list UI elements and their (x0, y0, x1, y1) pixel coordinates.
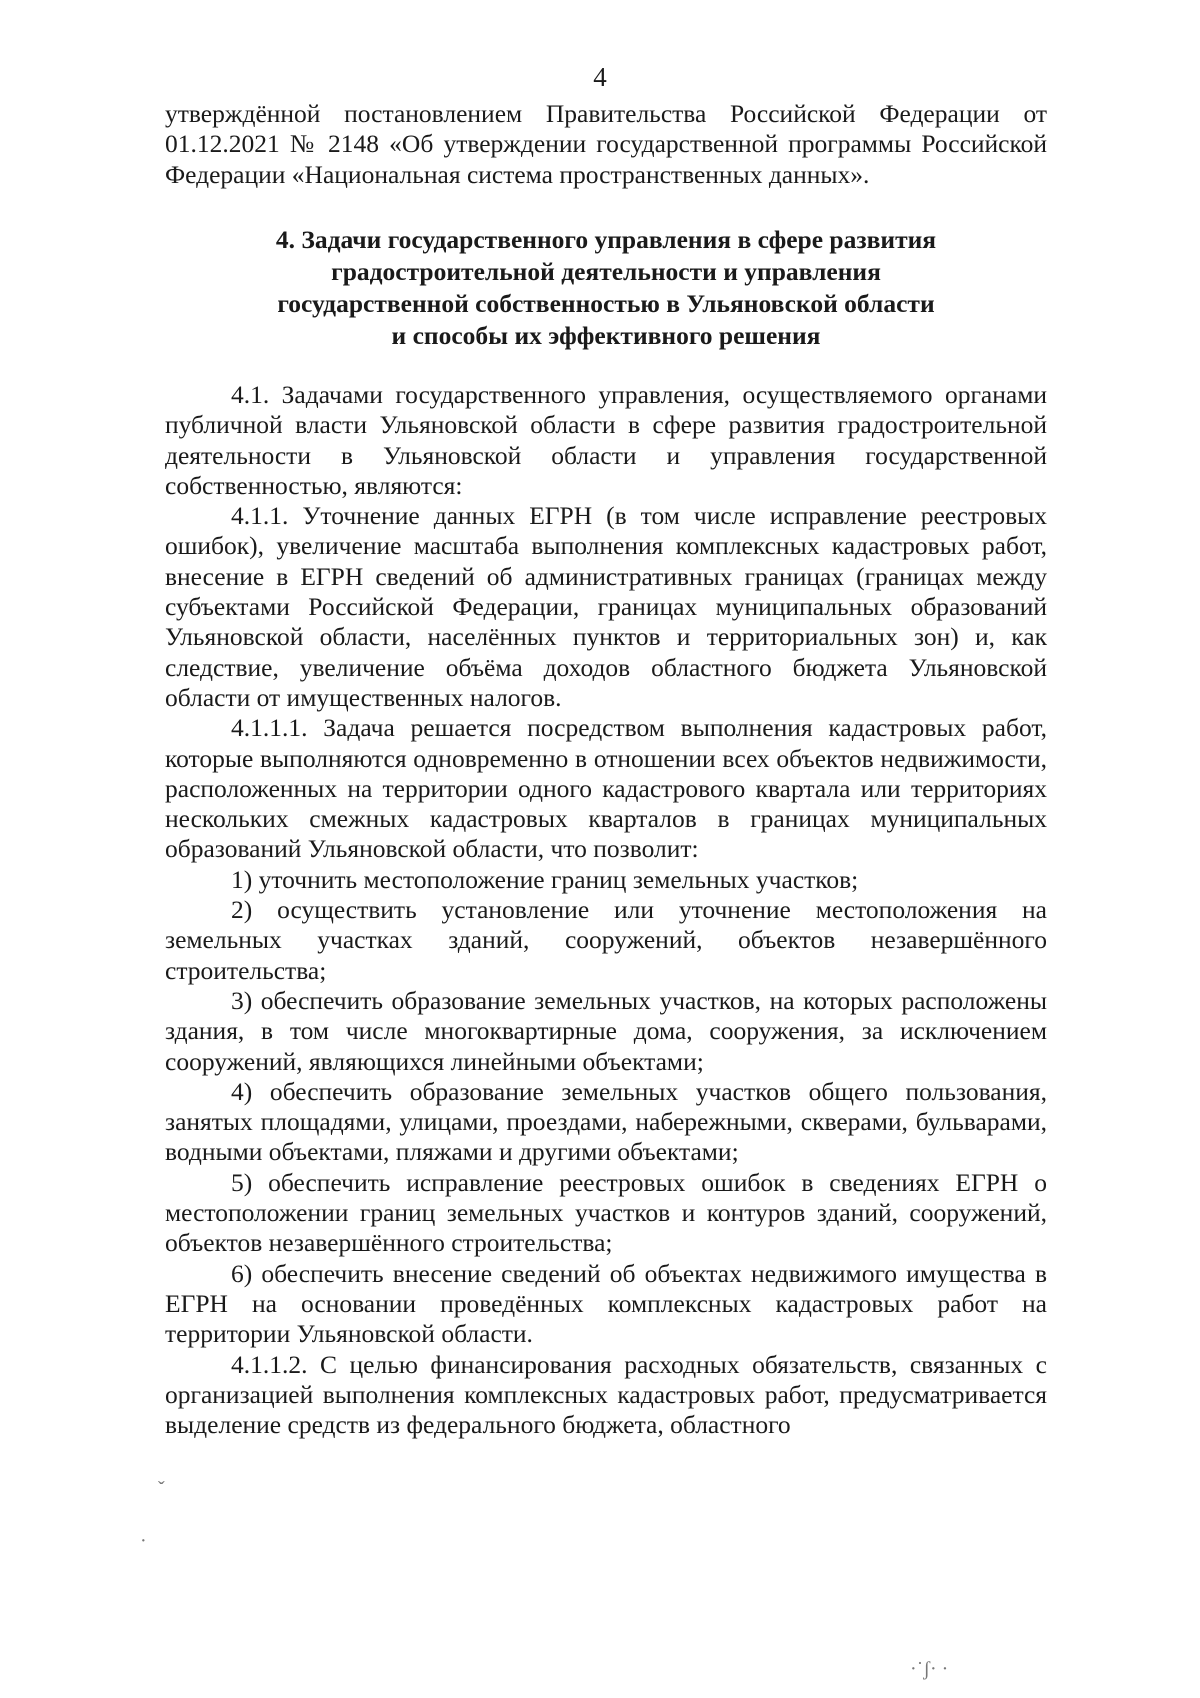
list-item-2: 2) осуществить установление или уточнение местоположения на земельных участках зданий, сооружений, объектов незавершённого строительства; (165, 895, 1047, 985)
scan-mark: ·˙ʃ· · (910, 1658, 949, 1680)
paragraph-4-1-1-2: 4.1.1.2. С целью финансирования расходных обязательств, связанных с организацией выполнения комплексных кадастровых работ, предусматривается выделение средств из федерального бюджета, областного (165, 1349, 1047, 1440)
list-item-3: 3) обеспечить образование земельных участков, на которых расположены здания, в том числе многоквартирные дома, сооружения, за исключением сооружений, являющихся линейными объектами; (165, 985, 1047, 1076)
intro-paragraph: утверждённой постановлением Правительства Российской Федерации от 01.12.2021 № 2148 «Об утверждении государственной программы Российской Федерации «Национальная система пространственных данных». (165, 99, 1047, 189)
list-item-1: 1) уточнить местоположение границ земельных участков; (231, 864, 859, 894)
scan-mark: ˇ (158, 1478, 165, 1500)
section-heading-line: 4. Задачи государственного управления в сфере развития (275, 225, 937, 254)
page-number: 4 (593, 62, 607, 92)
paragraph-4-1: 4.1. Задачами государственного управления, осуществляемого органами публичной власти Ульяновской области в сфере развития градостроительной деятельности в Ульяновской области и управления государственной собственностью, являются: (165, 380, 1047, 500)
intro-text (165, 99, 1047, 190)
section-heading-line: градостроительной деятельности и управления (331, 257, 881, 286)
list-item-5: 5) обеспечить исправление реестровых ошибок в сведениях ЕГРН о местоположении границ земельных участков и контуров зданий, сооружений, объектов незавершённого строительства; (165, 1167, 1047, 1258)
section-heading-line: и способы их эффективного решения (391, 321, 821, 350)
paragraph-4-1-1-1: 4.1.1.1. Задача решается посредством выполнения кадастровых работ, которые выполняются одновременно в отношении всех объектов недвижимости, расположенных на территории одного кадастрового квартала или территориях нескольких смежных кадастровых кварталов в границах муниципальных образований Ульяновской области, что позволит: (165, 713, 1047, 864)
paragraph-4-1-1: 4.1.1. Уточнение данных ЕГРН (в том числе исправление реестровых ошибок), увеличение масштаба выполнения комплексных кадастровых работ, внесение в ЕГРН сведений об административных границах (границах между субъектами Российской Федерации, границах муниципальных образований Ульяновской области, населённых пунктов и территориальных зон) и, как следствие, увеличение объёма доходов областного бюджета Ульяновской области от имущественных налогов. (165, 501, 1047, 712)
section-heading (165, 224, 1047, 352)
list-item-6: 6) обеспечить внесение сведений об объектах недвижимого имущества в ЕГРН на основании проведённых комплексных кадастровых работ на территории Ульяновской области. (165, 1258, 1047, 1349)
scan-mark: · (140, 1530, 147, 1552)
section-heading-line: государственной собственностью в Ульяновской области (277, 289, 935, 318)
list-item-4: 4) обеспечить образование земельных участков общего пользования, занятых площадями, улицами, проездами, набережными, скверами, бульварами, водными объектами, пляжами и другими объектами; (165, 1076, 1047, 1167)
body-text (165, 380, 1047, 1440)
